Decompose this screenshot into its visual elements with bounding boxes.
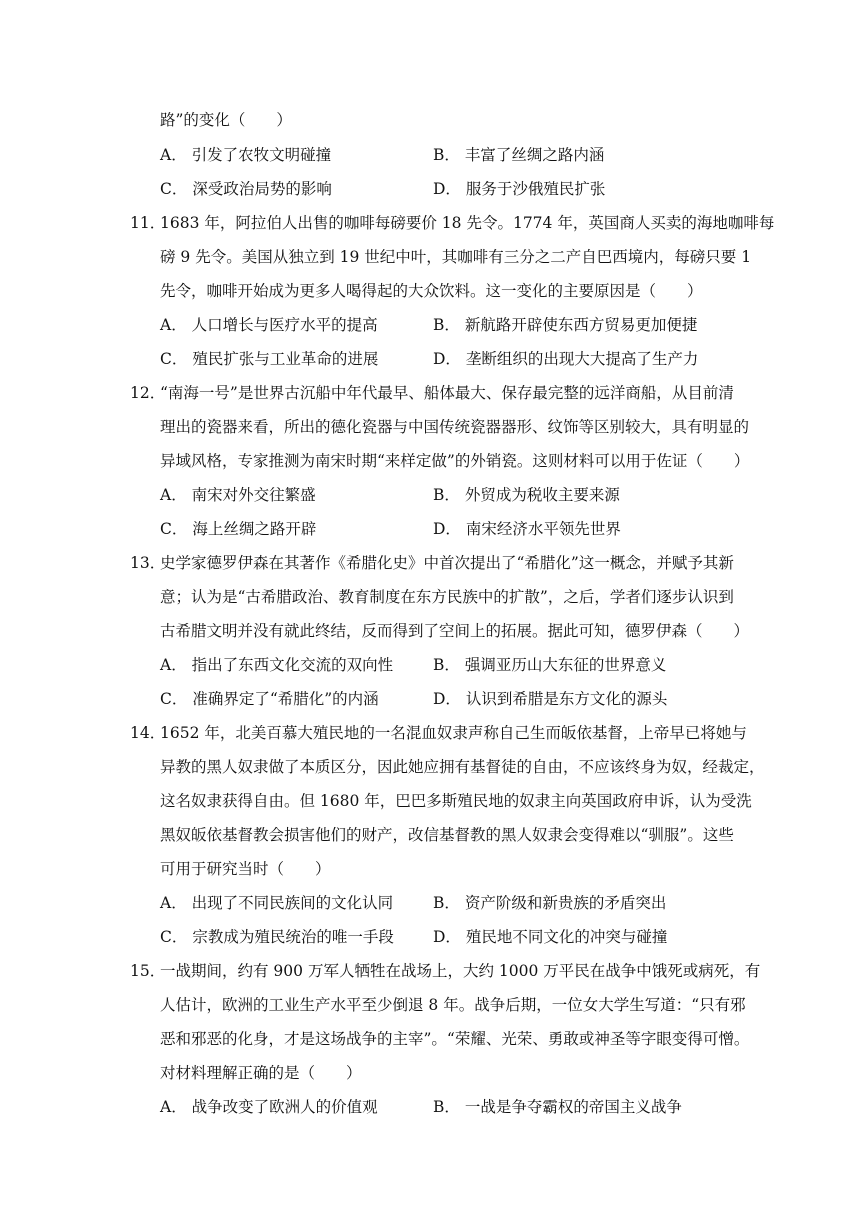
q14-text-line: 黑奴皈依基督教会损害他们的财产，改信基督教的黑人奴隶会变得难以“驯服”。这些 xyxy=(160,826,734,844)
q15-text-line: 恶和邪恶的化身，才是这场战争的主宰”。“荣耀、光荣、勇敢或神圣等字眼变得可憎。 xyxy=(160,1030,750,1048)
q11-number: 11． xyxy=(130,214,166,232)
q15-text-line: 对材料理解正确的是（ ） xyxy=(160,1064,362,1082)
q12-option-c[interactable] xyxy=(160,519,316,539)
q12-option-b[interactable] xyxy=(433,485,620,505)
option-text: 丰富了丝绸之路内涵 xyxy=(464,146,605,164)
q15-number: 15． xyxy=(130,962,166,980)
option-text: 资产阶级和新贵族的矛盾突出 xyxy=(464,894,667,912)
q14-text-line: 1652 年，北美百慕大殖民地的一名混血奴隶声称自己生而皈依基督，上帝早已将她与 xyxy=(160,724,747,742)
q11-option-b[interactable] xyxy=(433,315,697,335)
option-letter: A． xyxy=(160,1098,187,1116)
q10-option-a[interactable] xyxy=(160,145,331,165)
option-letter: A． xyxy=(160,894,187,912)
q11-option-c[interactable] xyxy=(160,349,378,369)
option-text: 垄断组织的出现大大提高了生产力 xyxy=(465,350,699,368)
q12-number: 12． xyxy=(130,384,166,402)
q15-option-a[interactable] xyxy=(160,1097,378,1117)
q15-text-line: 人估计，欧洲的工业生产水平至少倒退 8 年。战争后期，一位女大学生写道：“只有邪 xyxy=(160,996,746,1014)
option-letter: D． xyxy=(433,690,461,708)
option-letter: D． xyxy=(433,350,461,368)
q14-option-c[interactable] xyxy=(160,927,394,947)
q10-continuation: 路”的变化（ ） xyxy=(160,111,292,129)
option-letter: B． xyxy=(433,1098,460,1116)
option-letter: A． xyxy=(160,316,187,334)
option-letter: B． xyxy=(433,656,460,674)
option-text: 南宋经济水平领先世界 xyxy=(465,520,621,538)
option-text: 殖民地不同文化的冲突与碰撞 xyxy=(465,928,668,946)
option-letter: A． xyxy=(160,146,187,164)
q11-option-d[interactable] xyxy=(433,349,698,369)
option-letter: D． xyxy=(433,928,461,946)
q13-option-d[interactable] xyxy=(433,689,667,709)
option-letter: A． xyxy=(160,656,187,674)
q14-option-a[interactable] xyxy=(160,893,393,913)
q13-text-line: 史学家德罗伊森在其著作《希腊化史》中首次提出了“希腊化”这一概念，并赋予其新 xyxy=(160,554,734,572)
q11-text-line: 磅 9 先令。美国从独立到 19 世纪中叶，其咖啡有三分之二产自巴西境内，每磅只要 1 xyxy=(160,248,752,266)
q14-number: 14． xyxy=(130,724,166,742)
q15-option-b[interactable] xyxy=(433,1097,682,1117)
option-text: 深受政治局势的影响 xyxy=(192,180,332,198)
q14-text-line: 这名奴隶获得自由。但 1680 年，巴巴多斯殖民地的奴隶主向英国政府申诉，认为受洗 xyxy=(160,792,752,810)
q12-text-line: 理出的瓷器来看，所出的德化瓷器与中国传统瓷器器形、纹饰等区别较大，具有明显的 xyxy=(160,418,750,436)
q13-text-line: 意；认为是“古希腊政治、教育制度在东方民族中的扩散”，之后，学者们逐步认识到 xyxy=(160,588,734,606)
q10-option-d[interactable] xyxy=(433,179,605,199)
option-text: 外贸成为税收主要来源 xyxy=(464,486,620,504)
option-text: 指出了东西文化交流的双向性 xyxy=(191,656,394,674)
q12-text-line: “南海一号”是世界古沉船中年代最早、船体最大、保存最完整的远洋商船，从目前清 xyxy=(160,384,734,402)
option-letter: C． xyxy=(160,180,188,198)
option-text: 新航路开辟使东西方贸易更加便捷 xyxy=(464,316,698,334)
option-letter: D． xyxy=(433,180,461,198)
option-text: 认识到希腊是东方文化的源头 xyxy=(465,690,668,708)
q11-text-line: 1683 年，阿拉伯人出售的咖啡每磅要价 18 先令。1774 年，英国商人买卖的海地咖啡每 xyxy=(160,214,775,232)
option-text: 战争改变了欧洲人的价值观 xyxy=(191,1098,378,1116)
option-text: 服务于沙俄殖民扩张 xyxy=(465,180,606,198)
option-text: 人口增长与医疗水平的提高 xyxy=(191,316,378,334)
option-letter: B． xyxy=(433,146,460,164)
option-letter: C． xyxy=(160,928,188,946)
option-text: 南宋对外交往繁盛 xyxy=(191,486,316,504)
q13-number: 13． xyxy=(130,554,166,572)
option-text: 引发了农牧文明碰撞 xyxy=(191,146,332,164)
q14-text-line: 可用于研究当时（ ） xyxy=(160,860,331,878)
option-letter: C． xyxy=(160,690,188,708)
q12-text-line: 异域风格，专家推测为南宋时期“来样定做”的外销瓷。这则材料可以用于佐证（ ） xyxy=(160,452,750,470)
option-letter: C． xyxy=(160,350,188,368)
q11-text-line: 先令，咖啡开始成为更多人喝得起的大众饮料。这一变化的主要原因是（ ） xyxy=(160,282,703,300)
q13-option-b[interactable] xyxy=(433,655,666,675)
q15-text-line: 一战期间，约有 900 万军人牺牲在战场上，大约 1000 万平民在战争中饿死或病死，有 xyxy=(160,962,761,980)
option-text: 出现了不同民族间的文化认同 xyxy=(191,894,394,912)
option-text: 一战是争夺霸权的帝国主义战争 xyxy=(464,1098,682,1116)
q10-option-c[interactable] xyxy=(160,179,332,199)
option-letter: A． xyxy=(160,486,187,504)
option-text: 殖民扩张与工业革命的进展 xyxy=(192,350,379,368)
option-letter: C． xyxy=(160,520,188,538)
q11-option-a[interactable] xyxy=(160,315,378,335)
option-letter: B． xyxy=(433,486,460,504)
q10-option-b[interactable] xyxy=(433,145,604,165)
q13-option-a[interactable] xyxy=(160,655,393,675)
option-letter: B． xyxy=(433,316,460,334)
q14-option-d[interactable] xyxy=(433,927,667,947)
option-text: 宗教成为殖民统治的唯一手段 xyxy=(192,928,394,946)
option-text: 海上丝绸之路开辟 xyxy=(192,520,317,538)
option-letter: D． xyxy=(433,520,461,538)
q14-option-b[interactable] xyxy=(433,893,666,913)
q14-text-line: 异教的黑人奴隶做了本质区分，因此她应拥有基督徒的自由，不应该终身为奴，经裁定， xyxy=(160,758,765,776)
q12-option-a[interactable] xyxy=(160,485,316,505)
q13-text-line: 古希腊文明并没有就此终结，反而得到了空间上的拓展。据此可知，德罗伊森（ ） xyxy=(160,622,750,640)
option-letter: B． xyxy=(433,894,460,912)
option-text: 准确界定了“希腊化”的内涵 xyxy=(192,690,379,708)
q13-option-c[interactable] xyxy=(160,689,379,709)
q12-option-d[interactable] xyxy=(433,519,621,539)
option-text: 强调亚历山大东征的世界意义 xyxy=(464,656,667,674)
